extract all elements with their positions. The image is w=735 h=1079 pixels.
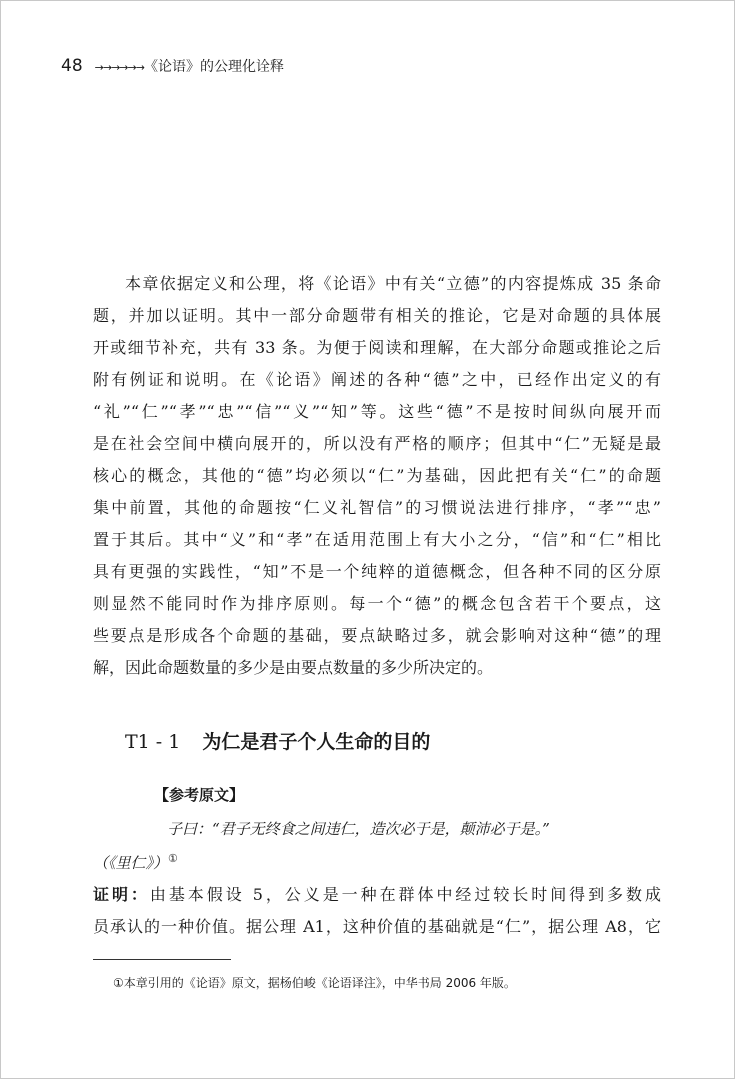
reference-quote: 子曰：“君子无终食之间违仁，造次必于是，颠沛必于是。”: [167, 820, 550, 838]
footnote-marker: ①: [168, 852, 178, 865]
proof-line: [93, 879, 661, 911]
footnote: ①本章引用的《论语》原文，据杨伯峻《论语译注》，中华书局 2006 年版。: [113, 976, 516, 990]
section-heading: [125, 727, 430, 754]
intro-paragraph: [93, 268, 661, 684]
intro-line: 核心的概念，其他的“德”均必须以“仁”为基础，因此把有关“仁”的命题: [93, 466, 661, 485]
intro-line: 是在社会空间中横向展开的，所以没有严格的顺序；但其中“仁”无疑是最: [93, 434, 661, 453]
section-number: T1 - 1: [125, 731, 181, 753]
intro-line: 附有例证和说明。在《论语》阐述的各种“德”之中，已经作出定义的有: [93, 370, 661, 389]
running-title: 《论语》的公理化诠释: [143, 59, 284, 75]
proof-text: 由基本假设 5，公义是一种在群体中经过较长时间得到多数成: [149, 885, 661, 904]
section-title: 为仁是君子个人生命的目的: [202, 731, 431, 753]
proof-line: 员承认的一种价值。据公理 A1，这种价值的基础就是“仁”，据公理 A8，它: [93, 917, 661, 936]
reference-label: 【参考原文】: [154, 786, 245, 804]
intro-line: 具有更强的实践性，“知”不是一个纯粹的道德概念，但各种不同的区分原: [93, 562, 661, 581]
intro-line: 解，因此命题数量的多少是由要点数量的多少所决定的。: [93, 658, 494, 677]
page-number: 48: [61, 56, 83, 76]
header-arrows: →→→→→→: [94, 61, 144, 74]
intro-line: 则显然不能同时作为排序原则。每一个“德”的概念包含若干个要点，这: [93, 594, 661, 613]
intro-line: 本章依据定义和公理，将《论语》中有关“立德”的内容提炼成 35 条命: [125, 274, 661, 293]
intro-line: 开或细节补充，共有 33 条。为便于阅读和理解，在大部分命题或推论之后: [93, 338, 661, 357]
reference-source: [93, 852, 178, 873]
source-text: （《里仁》）: [93, 854, 169, 872]
running-header: [61, 56, 284, 76]
proof-label: 证明：: [93, 885, 150, 904]
intro-line: 集中前置，其他的命题按“仁义礼智信”的习惯说法进行排序，“孝”“忠”: [93, 498, 661, 517]
intro-line: 置于其后。其中“义”和“孝”在适用范围上有大小之分，“信”和“仁”相比: [93, 530, 661, 549]
intro-line: 题，并加以证明。其中一部分命题带有相关的推论，它是对命题的具体展: [93, 306, 661, 325]
proof-paragraph: [93, 879, 661, 943]
intro-line: 些要点是形成各个命题的基础，要点缺略过多，就会影响对这种“德”的理: [93, 626, 661, 645]
footnote-divider: [93, 959, 231, 960]
intro-line: “礼”“仁”“孝”“忠”“信”“义”“知”等。这些“德”不是按时间纵向展开而: [93, 402, 661, 421]
